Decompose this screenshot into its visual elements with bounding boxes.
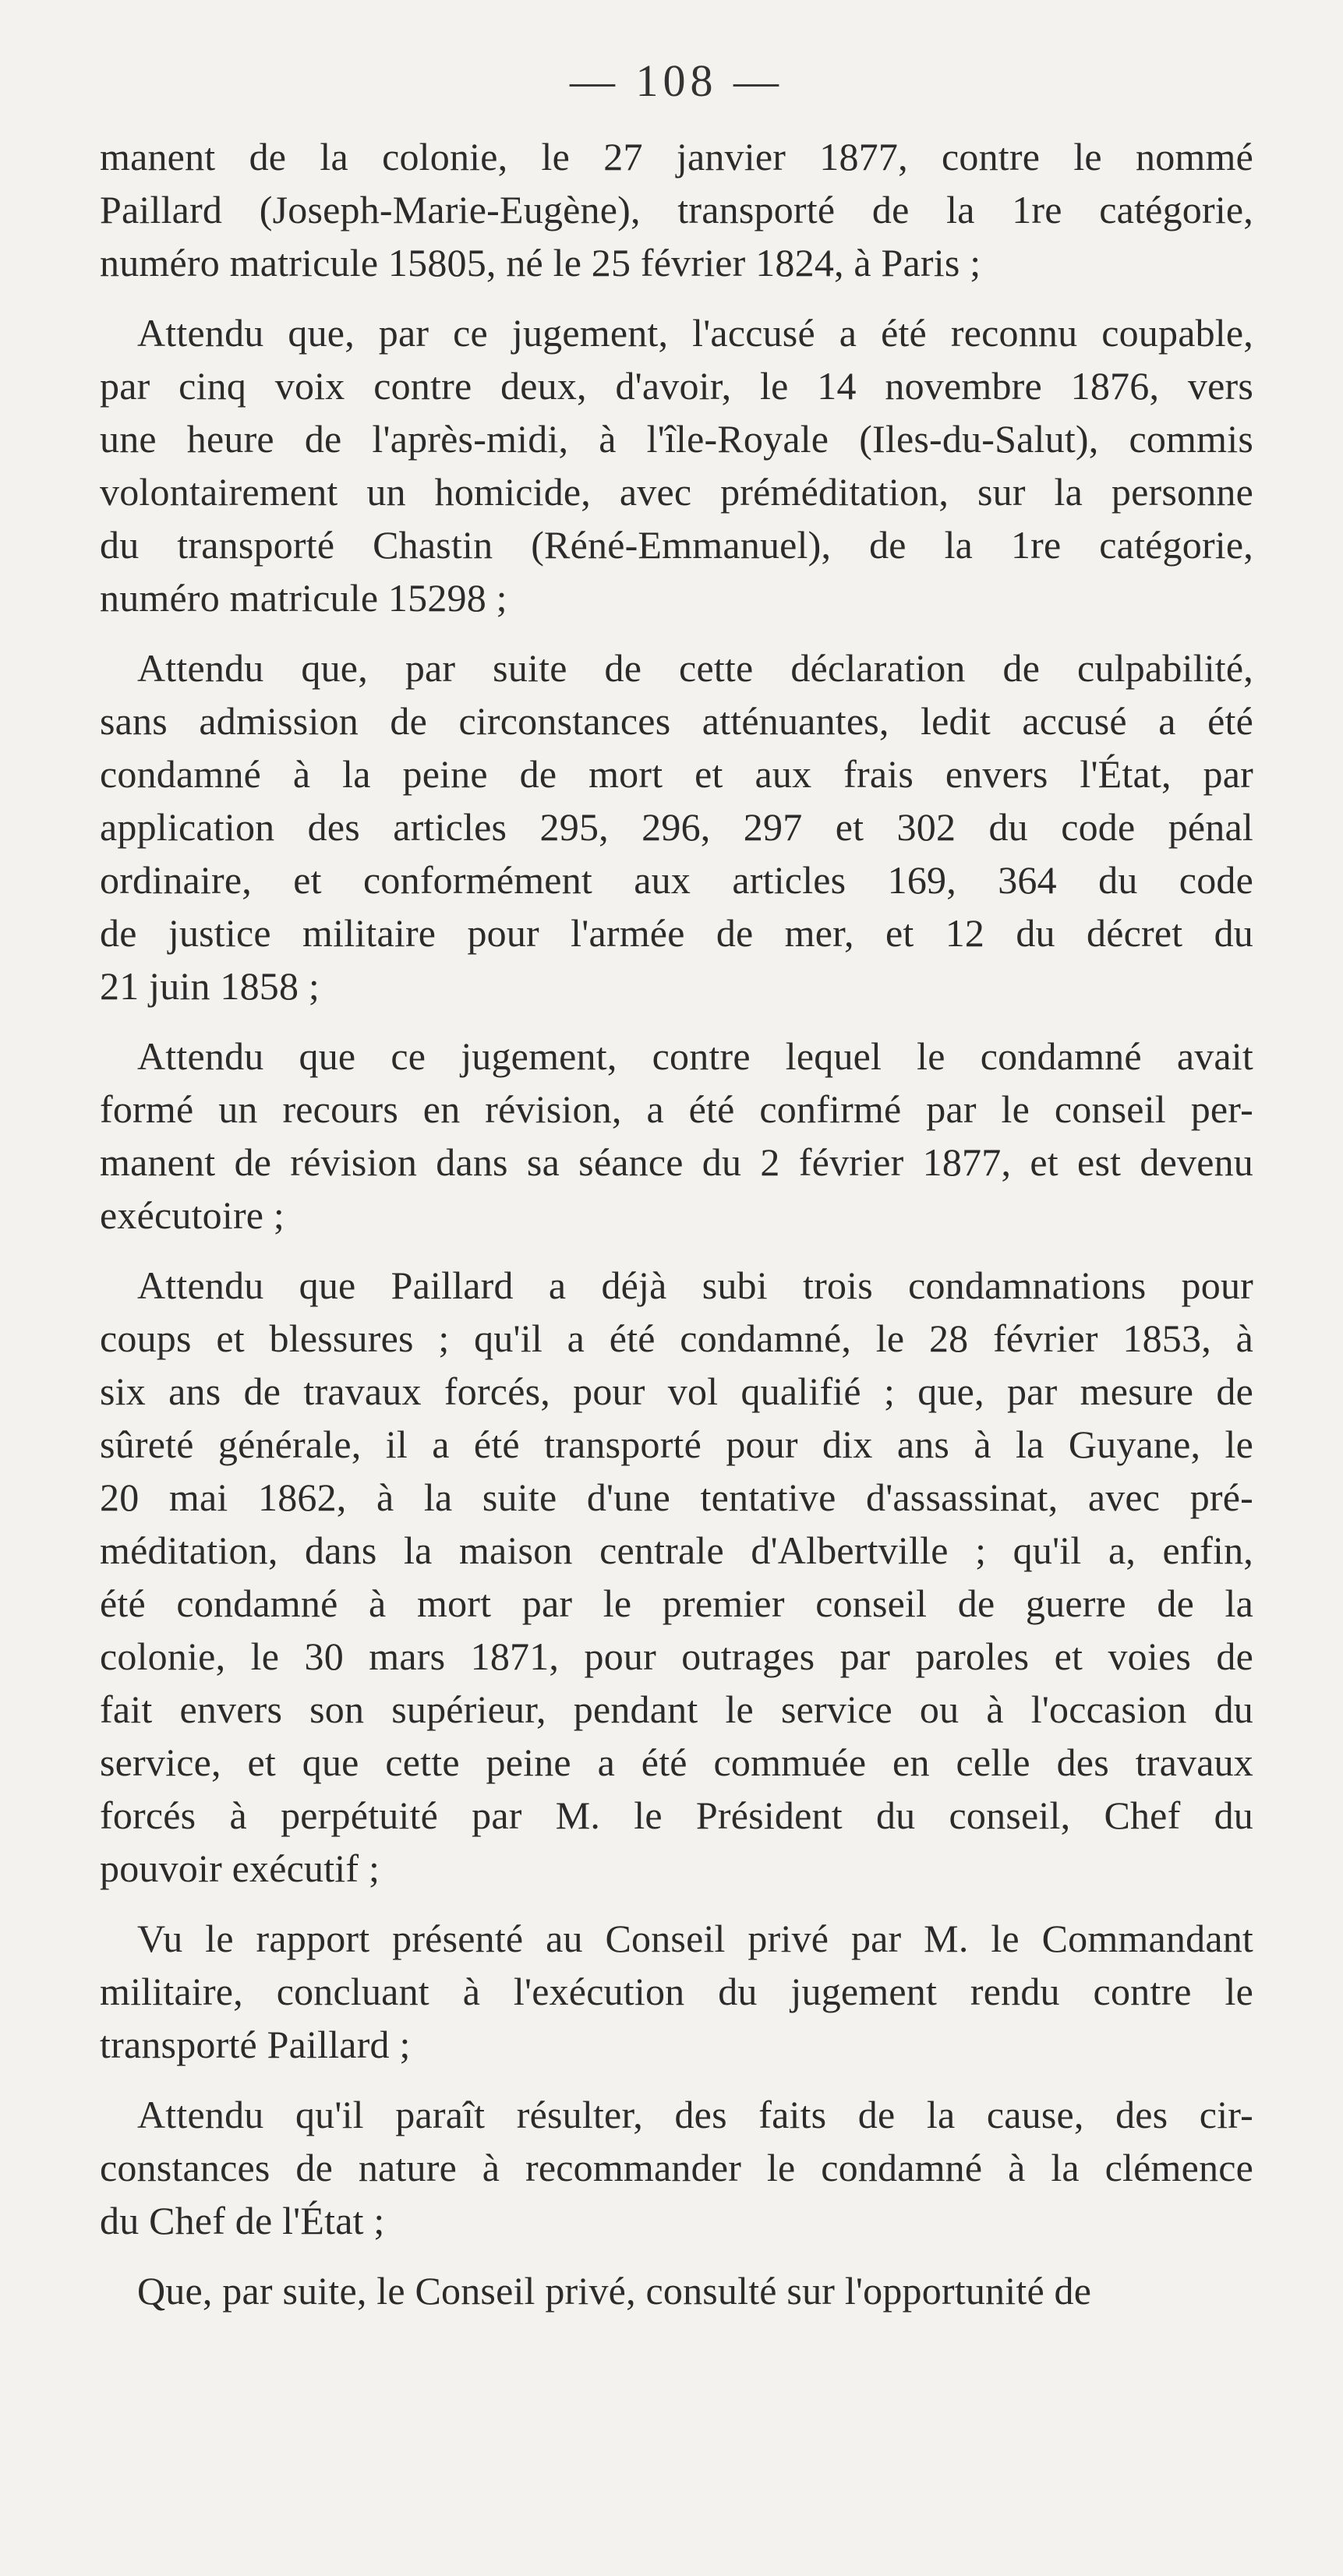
text-line: coups et blessures ; qu'il a été condamné, le 28 février 1853, à (100, 1316, 1253, 1360)
text-line: du Chef de l'État ; (100, 2199, 385, 2242)
text-line: service, et que cette peine a été commuée en celle des travaux (100, 1740, 1253, 1784)
paragraph-p2 (100, 306, 1253, 624)
text-line: Attendu que, par suite de cette déclaration de culpabilité, (137, 646, 1253, 690)
text-line: par cinq voix contre deux, d'avoir, le 14 novembre 1876, vers (100, 364, 1253, 408)
text-line: militaire, concluant à l'exécution du jugement rendu contre le (100, 1970, 1253, 2013)
document-page (100, 55, 1253, 2334)
text-line: sûreté générale, il a été transporté pour dix ans à la Guyane, le (100, 1422, 1253, 1466)
text-line: méditation, dans la maison centrale d'Albertville ; qu'il a, enfin, (100, 1528, 1253, 1572)
text-line: Vu le rapport présenté au Conseil privé par M. le Commandant (137, 1917, 1253, 1960)
paragraph-p5 (100, 1259, 1253, 1895)
page-number: — 108 — (570, 55, 783, 106)
text-line: forcés à perpétuité par M. le Président du conseil, Chef du (100, 1793, 1253, 1837)
paragraph-p7 (100, 2088, 1253, 2247)
text-line: du transporté Chastin (Réné-Emmanuel), de la 1re catégorie, (100, 523, 1253, 567)
text-line: sans admission de circonstances atténuantes, ledit accusé a été (100, 699, 1253, 743)
text-line: application des articles 295, 296, 297 et 302 du code pénal (100, 805, 1253, 849)
paragraph-p3 (100, 641, 1253, 1012)
paragraph-p8 (100, 2264, 1253, 2317)
text-line: Attendu que Paillard a déjà subi trois condamnations pour (137, 1263, 1253, 1307)
text-line: fait envers son supérieur, pendant le service ou à l'occasion du (100, 1687, 1253, 1731)
text-line: 21 juin 1858 ; (100, 964, 320, 1008)
text-line: exécutoire ; (100, 1193, 285, 1237)
paragraph-p6 (100, 1912, 1253, 2071)
paragraph-p4 (100, 1030, 1253, 1242)
text-line: une heure de l'après-midi, à l'île-Royale (Iles-du-Salut), commis (100, 417, 1253, 461)
text-line: pouvoir exécutif ; (100, 1846, 380, 1890)
text-line: été condamné à mort par le premier conseil de guerre de la (100, 1581, 1253, 1625)
paragraph-p1 (100, 130, 1253, 289)
text-line: Paillard (Joseph-Marie-Eugène), transporté de la 1re catégorie, (100, 188, 1253, 231)
text-line: Que, par suite, le Conseil privé, consulté sur l'opportunité de (137, 2269, 1092, 2313)
body-text (100, 130, 1253, 2317)
text-line: manent de révision dans sa séance du 2 février 1877, et est devenu (100, 1140, 1253, 1184)
text-line: condamné à la peine de mort et aux frais envers l'État, par (100, 752, 1253, 796)
text-line: de justice militaire pour l'armée de mer, et 12 du décret du (100, 911, 1253, 955)
text-line: six ans de travaux forcés, pour vol qualifié ; que, par mesure de (100, 1369, 1253, 1413)
text-line: constances de nature à recommander le condamné à la clémence (100, 2146, 1253, 2189)
text-line: Attendu qu'il paraît résulter, des faits de la cause, des cir- (137, 2093, 1253, 2136)
text-line: ordinaire, et conformément aux articles 169, 364 du code (100, 858, 1253, 902)
text-line: Attendu que, par ce jugement, l'accusé a été reconnu coupable, (137, 311, 1253, 355)
text-line: colonie, le 30 mars 1871, pour outrages par paroles et voies de (100, 1634, 1253, 1678)
text-line: Attendu que ce jugement, contre lequel le condamné avait (137, 1034, 1253, 1078)
text-line: numéro matricule 15805, né le 25 février 1824, à Paris ; (100, 241, 981, 284)
text-line: manent de la colonie, le 27 janvier 1877, contre le nommé (100, 135, 1253, 178)
text-line: 20 mai 1862, à la suite d'une tentative d'assassinat, avec pré- (100, 1475, 1253, 1519)
text-line: formé un recours en révision, a été confirmé par le conseil per- (100, 1087, 1253, 1131)
text-line: transporté Paillard ; (100, 2023, 411, 2066)
text-line: numéro matricule 15298 ; (100, 576, 507, 620)
text-line: volontairement un homicide, avec préméditation, sur la personne (100, 470, 1253, 514)
